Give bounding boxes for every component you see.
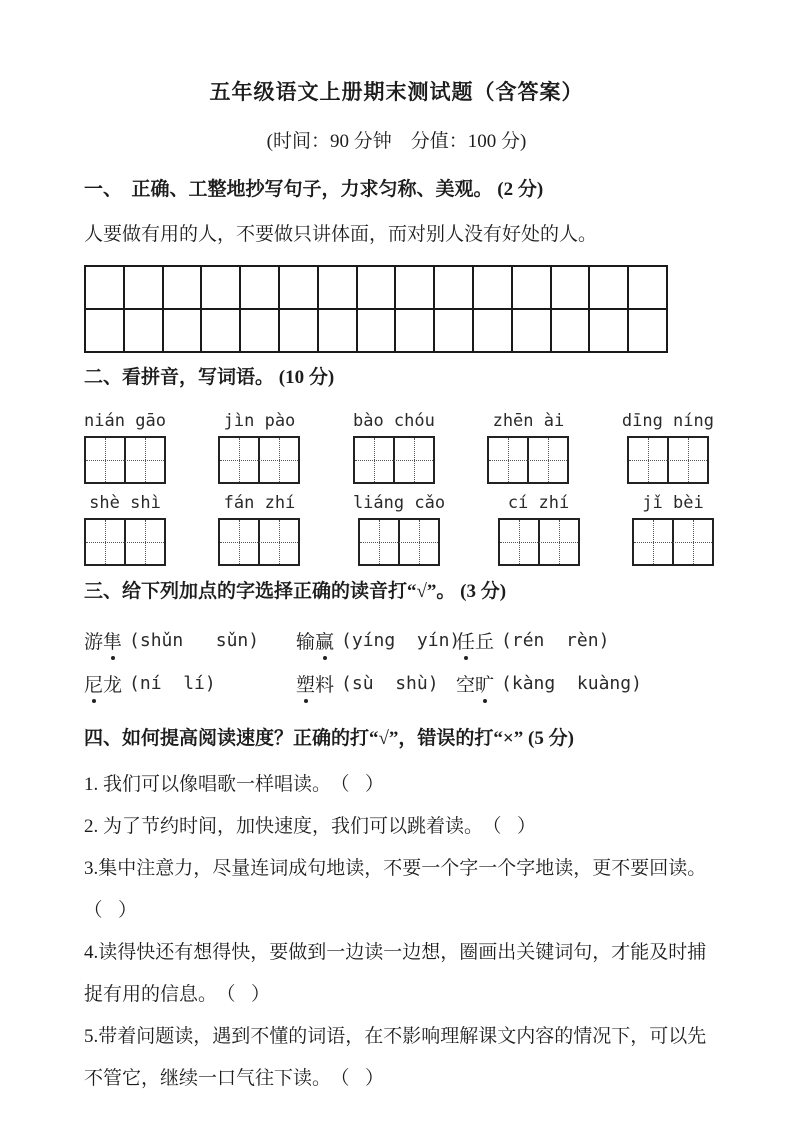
copy-grid-cell: [86, 310, 125, 353]
word-char-dotted: 塑: [296, 670, 315, 697]
pinyin-word-group: [353, 411, 435, 484]
tianzige-cell: [393, 438, 433, 482]
pinyin-label: nián gāo: [84, 411, 166, 431]
copy-grid-cell: [202, 310, 241, 353]
s4-items: [84, 764, 711, 1100]
tianzige-cell: [86, 438, 124, 482]
pinyin-word-group: [353, 493, 445, 566]
pronunciation-item: [84, 619, 296, 662]
pinyin-word-group: [84, 493, 166, 566]
tianzige-cell: [398, 520, 438, 564]
item-number: 1.: [84, 774, 103, 795]
target-word: [296, 627, 334, 654]
pinyin-label: liáng cǎo: [352, 493, 446, 513]
answer-blank: （ ）: [492, 816, 539, 837]
pinyin-label: fán zhí: [223, 493, 296, 513]
copy-grid-cell: [396, 310, 435, 353]
doc-subtitle: (时间：90 分钟 分值：100 分): [266, 131, 527, 152]
word-char-dotted: 隼: [103, 627, 122, 654]
pinyin-label: jìn pào: [223, 411, 296, 431]
section-copy-sentence: [84, 177, 709, 353]
copy-grid-cell: [125, 267, 164, 310]
copy-grid-cell: [552, 310, 591, 353]
tianzige-cell: [634, 520, 672, 564]
tianzige-box: [84, 518, 166, 566]
tianzige-cell: [538, 520, 578, 564]
copy-grid-cell: [590, 267, 629, 310]
answer-blank: （ ）: [93, 900, 140, 921]
copy-grid-cell: [358, 267, 397, 310]
copy-grid-cell: [241, 310, 280, 353]
pinyin-label: shè shì: [89, 493, 161, 513]
item-number: 3.: [84, 858, 99, 879]
pinyin-word-group: [487, 411, 569, 484]
pinyin-row-2: [84, 493, 714, 566]
pinyin-word-group: [622, 411, 714, 484]
true-false-item: [84, 932, 711, 1016]
pinyin-word-group: [218, 411, 300, 484]
true-false-item: [84, 848, 711, 932]
word-char-dotted: 赢: [315, 627, 334, 654]
tianzige-cell: [500, 520, 538, 564]
copy-grid-cell: [590, 310, 629, 353]
copy-grid-cell: [396, 267, 435, 310]
answer-blank: （ ）: [340, 774, 387, 795]
pronunciation-item: [456, 662, 709, 705]
tianzige-cell: [355, 438, 393, 482]
copy-grid-cell: [164, 267, 203, 310]
item-text: 读得快还有想得快，要做到一边读一边想，圈画出关键词句，才能及时捕捉有用的信息。: [84, 942, 707, 1005]
copy-grid-cell: [280, 267, 319, 310]
pinyin-options: (shǔn sǔn): [129, 630, 260, 651]
tianzige-box: [358, 518, 440, 566]
item-number: 5.: [84, 1026, 99, 1047]
true-false-item: [84, 806, 711, 848]
copy-grid-cell: [202, 267, 241, 310]
word-char: 游: [84, 632, 104, 653]
item-number: 2.: [84, 816, 103, 837]
pinyin-row-1: [84, 411, 714, 484]
word-char-dotted: 尼: [84, 670, 103, 697]
target-word: [296, 670, 334, 697]
copy-grid: [84, 265, 668, 353]
item-text: 我们可以像唱歌一样唱读。: [103, 774, 332, 795]
tianzige-box: [627, 436, 709, 484]
copy-grid-cell: [629, 267, 668, 310]
pronunciation-item: [296, 662, 456, 705]
pinyin-options: (ní lí): [129, 673, 216, 694]
word-char: 空: [456, 675, 476, 696]
copy-sentence: 人要做有用的人，不要做只讲体面，而对别人没有好处的人。: [84, 224, 598, 245]
word-char-dotted: 任: [456, 627, 475, 654]
pronunciation-item: [84, 662, 296, 705]
tianzige-cell: [258, 520, 298, 564]
item-text: 为了节约时间，加快速度，我们可以跳着读。: [103, 816, 484, 837]
target-word: [456, 670, 494, 697]
pinyin-options: (sù shù): [341, 673, 439, 694]
copy-grid-cell: [86, 267, 125, 310]
tianzige-box: [218, 518, 300, 566]
target-word: [84, 670, 122, 697]
copy-grid-cell: [319, 310, 358, 353]
pinyin-word-group: [498, 493, 580, 566]
copy-grid-cell: [629, 310, 668, 353]
copy-grid-cell: [435, 267, 474, 310]
tianzige-cell: [258, 438, 298, 482]
pinyin-word-group: [632, 493, 714, 566]
doc-title: 五年级语文上册期末测试题（含答案）: [209, 80, 584, 104]
true-false-item: [84, 764, 711, 806]
copy-grid-cell: [280, 310, 319, 353]
copy-grid-cell: [164, 310, 203, 353]
item-text: 带着问题读，遇到不懂的词语，在不影响理解课文内容的情况下，可以先不管它，继续一口气往下读。: [84, 1026, 707, 1089]
section1-heading: 一、 正确、工整地抄写句子，力求匀称、美观。 (2 分): [84, 179, 544, 200]
answer-blank: （ ）: [340, 1068, 387, 1089]
tianzige-cell: [220, 438, 258, 482]
tianzige-box: [487, 436, 569, 484]
s3-items: [84, 619, 709, 705]
tianzige-cell: [86, 520, 124, 564]
tianzige-box: [498, 518, 580, 566]
pinyin-label: bào chóu: [352, 411, 435, 431]
tianzige-cell: [667, 438, 707, 482]
tianzige-box: [218, 436, 300, 484]
pinyin-label: zhēn ài: [492, 411, 565, 431]
copy-grid-cell: [474, 267, 513, 310]
target-word: [456, 627, 494, 654]
copy-grid-cell: [513, 310, 552, 353]
copy-grid-cell: [319, 267, 358, 310]
section-pinyin-writing: [84, 365, 714, 566]
pinyin-options: (kàng kuàng): [501, 673, 642, 694]
copy-grid-cell: [474, 310, 513, 353]
pronunciation-item: [296, 619, 461, 662]
copy-grid-cell: [241, 267, 280, 310]
section-true-false: [84, 726, 709, 1100]
tianzige-box: [632, 518, 714, 566]
pinyin-options: (rén rèn): [501, 630, 610, 651]
copy-grid-cell: [125, 310, 164, 353]
copy-grid-cell: [358, 310, 397, 353]
word-char: 料: [315, 675, 335, 696]
item-number: 4.: [84, 942, 99, 963]
word-char: 输: [296, 632, 316, 653]
word-char: 丘: [475, 632, 495, 653]
tianzige-cell: [124, 520, 164, 564]
pinyin-word-group: [84, 411, 166, 484]
pronunciation-item: [456, 619, 709, 662]
tianzige-cell: [220, 520, 258, 564]
answer-blank: （ ）: [226, 984, 273, 1005]
pinyin-label: cí zhí: [507, 493, 570, 513]
true-false-item: [84, 1016, 711, 1100]
copy-grid-cell: [513, 267, 552, 310]
tianzige-cell: [360, 520, 398, 564]
tianzige-cell: [527, 438, 567, 482]
pinyin-options: (yíng yín): [341, 630, 461, 651]
target-word: [84, 627, 122, 654]
tianzige-cell: [629, 438, 667, 482]
word-char-dotted: 旷: [475, 670, 494, 697]
section4-heading: 四、如何提高阅读速度？正确的打“√”，错误的打“×” (5 分): [84, 728, 574, 749]
section3-heading: 三、给下列加点的字选择正确的读音打“√”。 (3 分): [84, 581, 507, 602]
section-pronunciation-choice: [84, 579, 709, 705]
tianzige-box: [353, 436, 435, 484]
item-text: 集中注意力，尽量连词成句地读，不要一个字一个字地读，更不要回读。: [98, 858, 707, 879]
copy-grid-cell: [552, 267, 591, 310]
pinyin-label: jǐ bèi: [642, 493, 704, 513]
section2-heading: 二、看拼音，写词语。 (10 分): [84, 367, 335, 388]
tianzige-box: [84, 436, 166, 484]
copy-grid-cell: [435, 310, 474, 353]
tianzige-cell: [489, 438, 527, 482]
pinyin-label: dīng níng: [621, 411, 714, 431]
tianzige-cell: [124, 438, 164, 482]
word-char: 龙: [103, 675, 123, 696]
tianzige-cell: [672, 520, 712, 564]
pinyin-word-group: [218, 493, 300, 566]
